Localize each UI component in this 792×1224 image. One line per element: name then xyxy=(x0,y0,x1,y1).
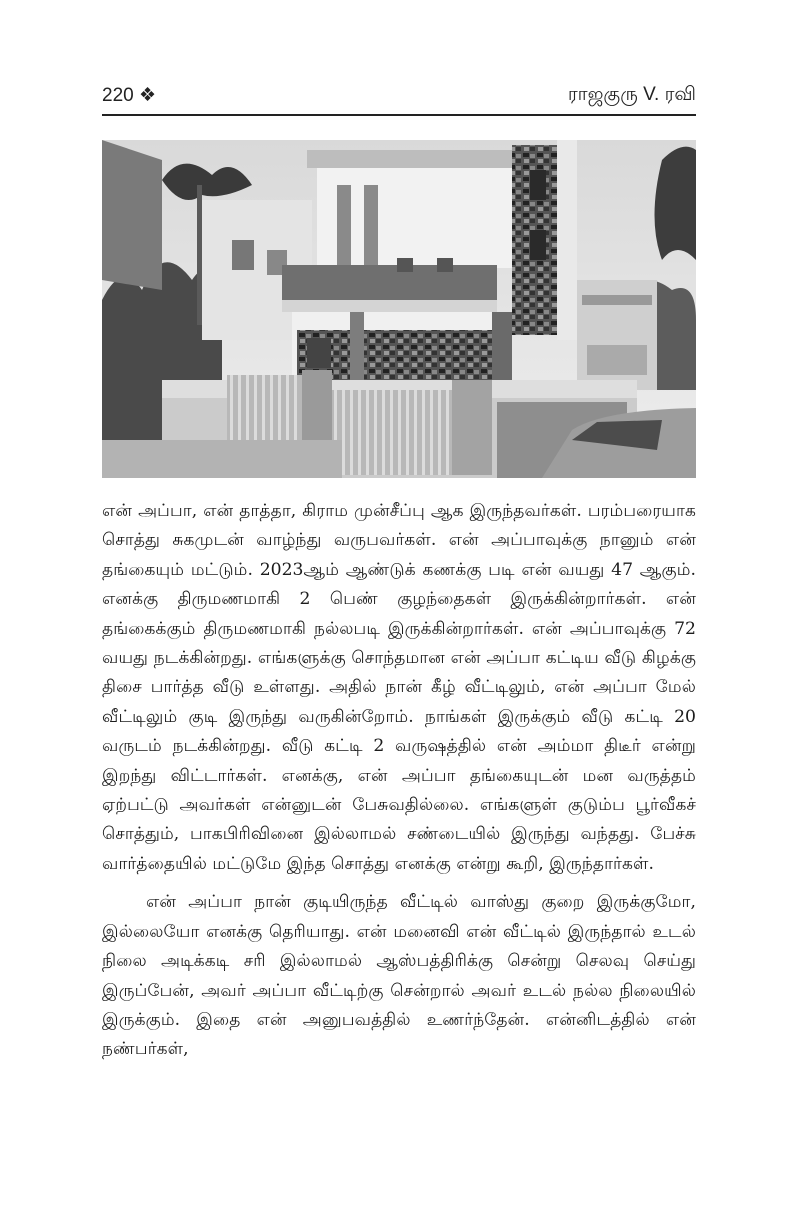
page-number-group xyxy=(102,84,156,107)
running-header-author: ராஜகுரு V. ரவி xyxy=(567,84,696,105)
page-number: 220 xyxy=(102,85,134,106)
header-rule xyxy=(102,114,696,116)
running-header xyxy=(102,80,696,110)
paragraph-1: என் அப்பா, என் தாத்தா, கிராம முன்சீப்பு ஆக இருந்தவர்கள். பரம்பரையாக சொத்து சுகமுடன் வாழ்ந்து வருபவர்கள். என் அப்பாவுக்கு நானும் என் தங்கையும் மட்டும். 2023ஆம் ஆண்டுக் கணக்கு படி என் வயது 47 ஆகும். எனக்கு திருமணமாகி 2 பெண் குழந்தைகள் இருக்கின்றார்கள். என் தங்கைக்கும் திருமணமாகி நல்லபடி இருக்கின்றார்கள். என் அப்பாவுக்கு 72 வயது நடக்கின்றது. எங்களுக்கு சொந்தமான என் அப்பா கட்டிய வீடு கிழக்கு திசை பார்த்த வீடு உள்ளது. அதில் நான் கீழ் வீட்டிலும், என் அப்பா மேல் வீட்டிலும் குடி இருந்து வருகின்றோம். நாங்கள் இருக்கும் வீடு கட்டி 20 வருடம் நடக்கின்றது. வீடு கட்டி 2 வருஷத்தில் என் அம்மா திடீர் என்று இறந்து விட்டார்கள். எனக்கு, என் அப்பா தங்கையுடன் மன வருத்தம் ஏற்பட்டு அவர்கள் என்னுடன் பேசுவதில்லை. எங்களுள் குடும்ப பூர்வீகச் சொத்தும், பாகபிரிவினை இல்லாமல் சண்டையில் இருந்து வந்தது. பேச்சு வார்த்தையில் மட்டுமே இந்த சொத்து எனக்கு என்று கூறி, இருந்தார்கள். xyxy=(102,501,696,874)
paragraph-2: என் அப்பா நான் குடியிருந்த வீட்டில் வாஸ்து குறை இருக்குமோ, இல்லையோ எனக்கு தெரியாது. என் மனைவி என் வீட்டில் இருந்தால் உடல் நிலை அடிக்கடி சரி இல்லாமல் ஆஸ்பத்திரிக்கு சென்று செலவு செய்து இருப்பேன், அவர் அப்பா வீட்டிற்கு சென்றால் அவர் உடல் நல்ல நிலையில் இருக்கும். இதை என் அனுபவத்தில் உணர்ந்தேன். என்னிடத்தில் என் நண்பர்கள், xyxy=(102,892,696,1060)
house-photo xyxy=(102,140,696,478)
body-text xyxy=(102,497,696,1074)
ornament-icon: ❖ xyxy=(138,85,157,106)
